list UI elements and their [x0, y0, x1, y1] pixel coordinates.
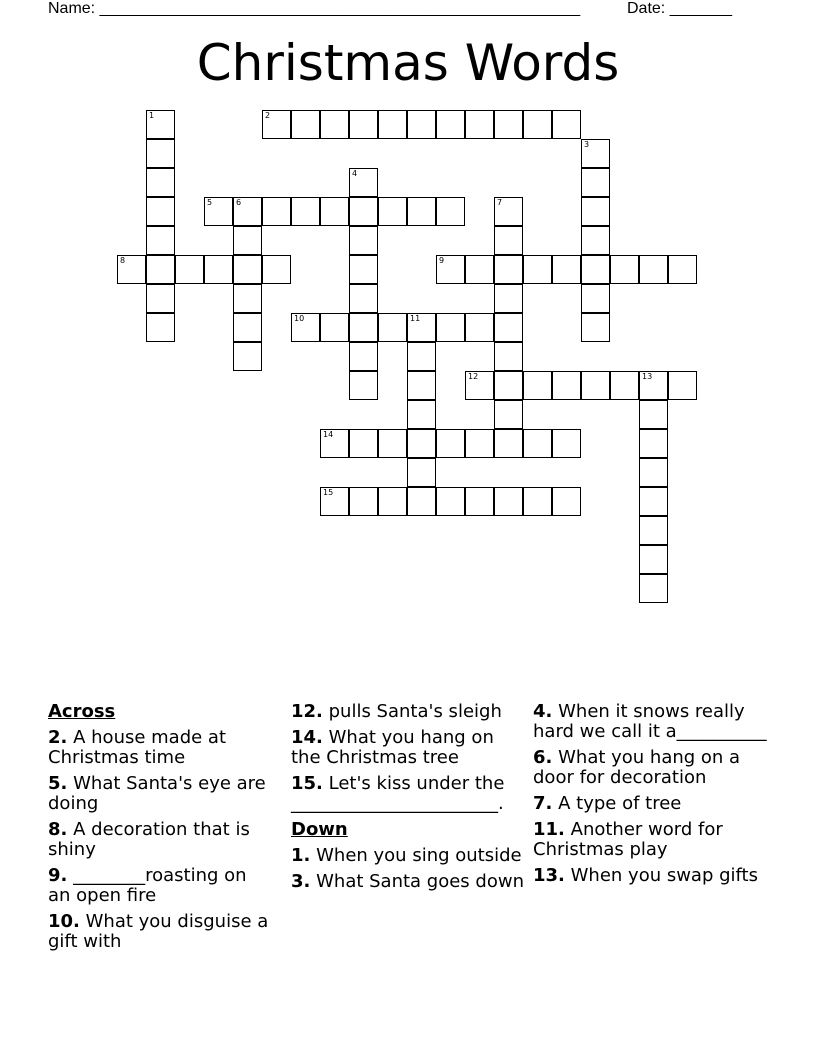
clue-down-6: 6. What you hang on a door for decoration	[533, 747, 741, 788]
grid-cell[interactable]	[639, 400, 668, 429]
grid-cell[interactable]	[436, 429, 465, 458]
grid-cell[interactable]	[233, 197, 262, 226]
grid-cell[interactable]	[204, 255, 233, 284]
clue-down-7: 7. A type of tree	[533, 793, 682, 814]
grid-cell[interactable]	[581, 313, 610, 342]
grid-cell[interactable]	[407, 313, 436, 342]
clue-number: 7	[497, 198, 503, 207]
grid-cell[interactable]	[436, 110, 465, 139]
grid-cell[interactable]	[262, 197, 291, 226]
grid-cell[interactable]	[146, 110, 175, 139]
clue-number: 4	[352, 169, 358, 178]
grid-cell[interactable]	[349, 284, 378, 313]
grid-cell[interactable]	[610, 371, 639, 400]
grid-cell[interactable]	[523, 110, 552, 139]
grid-cell[interactable]	[146, 284, 175, 313]
grid-cell[interactable]	[552, 429, 581, 458]
grid-cell[interactable]	[146, 168, 175, 197]
grid-cell[interactable]	[465, 429, 494, 458]
grid-cell[interactable]	[552, 255, 581, 284]
clue-number: 9	[439, 256, 445, 265]
clue-down-11: 11. Another word for Christmas play	[533, 819, 723, 860]
grid-cell[interactable]	[639, 255, 668, 284]
grid-cell[interactable]	[407, 487, 436, 516]
grid-cell[interactable]	[523, 255, 552, 284]
grid-cell[interactable]	[407, 429, 436, 458]
grid-cell[interactable]	[436, 255, 465, 284]
grid-cell[interactable]	[291, 110, 320, 139]
grid-cell[interactable]	[523, 371, 552, 400]
grid-cell[interactable]	[320, 110, 349, 139]
grid-cell[interactable]	[349, 110, 378, 139]
clue-across-9: 9. ________roasting on an open fire	[48, 865, 247, 906]
grid-cell[interactable]	[146, 139, 175, 168]
grid-cell[interactable]	[494, 226, 523, 255]
grid-cell[interactable]	[262, 255, 291, 284]
grid-cell[interactable]	[465, 313, 494, 342]
grid-cell[interactable]	[465, 110, 494, 139]
grid-cell[interactable]	[494, 400, 523, 429]
grid-cell[interactable]	[407, 110, 436, 139]
grid-cell[interactable]	[581, 255, 610, 284]
grid-cell[interactable]	[581, 226, 610, 255]
grid-cell[interactable]	[204, 197, 233, 226]
clue-number: 3	[584, 140, 590, 149]
grid-cell[interactable]	[378, 487, 407, 516]
grid-cell[interactable]	[146, 226, 175, 255]
grid-cell[interactable]	[349, 197, 378, 226]
grid-cell[interactable]	[320, 313, 349, 342]
clue-number: 14	[323, 430, 334, 439]
grid-cell[interactable]	[407, 197, 436, 226]
clue-number: 15	[323, 488, 334, 497]
grid-cell[interactable]	[378, 110, 407, 139]
grid-cell[interactable]	[668, 371, 697, 400]
grid-cell[interactable]	[639, 574, 668, 603]
clue-across-12: 12. pulls Santa's sleigh	[291, 701, 502, 722]
grid-cell[interactable]	[494, 110, 523, 139]
grid-cell[interactable]	[552, 487, 581, 516]
grid-cell[interactable]	[320, 197, 349, 226]
grid-cell[interactable]	[407, 400, 436, 429]
grid-cell[interactable]	[320, 429, 349, 458]
clue-number: 1	[149, 111, 155, 120]
grid-cell[interactable]	[581, 139, 610, 168]
clue-number: 5	[207, 198, 213, 207]
grid-cell[interactable]	[465, 487, 494, 516]
clue-number: 10	[294, 314, 305, 323]
grid-cell[interactable]	[581, 284, 610, 313]
clue-number: 11	[410, 314, 421, 323]
grid-cell[interactable]	[523, 487, 552, 516]
date-line[interactable]: Date: _______	[627, 0, 732, 17]
grid-cell[interactable]	[349, 255, 378, 284]
grid-cell[interactable]	[552, 110, 581, 139]
grid-cell[interactable]	[465, 255, 494, 284]
grid-cell[interactable]	[291, 313, 320, 342]
clue-number: 6	[236, 198, 242, 207]
grid-cell[interactable]	[494, 255, 523, 284]
grid-cell[interactable]	[233, 313, 262, 342]
grid-cell[interactable]	[378, 197, 407, 226]
grid-cell[interactable]	[436, 487, 465, 516]
grid-cell[interactable]	[639, 371, 668, 400]
grid-cell[interactable]	[175, 255, 204, 284]
clues-column-1	[48, 702, 273, 958]
clue-number: 2	[265, 111, 271, 120]
grid-cell[interactable]	[233, 226, 262, 255]
grid-cell[interactable]	[494, 284, 523, 313]
grid-cell[interactable]	[494, 429, 523, 458]
grid-cell[interactable]	[610, 255, 639, 284]
grid-cell[interactable]	[581, 197, 610, 226]
grid-cell[interactable]	[523, 429, 552, 458]
grid-cell[interactable]	[581, 371, 610, 400]
grid-cell[interactable]	[639, 516, 668, 545]
across-heading: Across	[48, 701, 116, 722]
grid-cell[interactable]	[378, 313, 407, 342]
clues-column-3	[533, 702, 768, 892]
grid-cell[interactable]	[494, 371, 523, 400]
clue-number: 8	[120, 256, 126, 265]
clue-down-3: 3. What Santa goes down	[291, 871, 524, 892]
grid-cell[interactable]	[233, 284, 262, 313]
clues-column-2	[291, 702, 526, 898]
name-line[interactable]: Name: ______________________________________________________	[48, 0, 581, 17]
grid-cell[interactable]	[320, 487, 349, 516]
grid-cell[interactable]	[233, 255, 262, 284]
grid-cell[interactable]	[494, 342, 523, 371]
clue-across-10: 10. What you disguise a gift with	[48, 911, 269, 952]
grid-cell[interactable]	[349, 342, 378, 371]
grid-cell[interactable]	[349, 429, 378, 458]
grid-cell[interactable]	[639, 458, 668, 487]
grid-cell[interactable]	[639, 487, 668, 516]
grid-cell[interactable]	[494, 487, 523, 516]
grid-cell[interactable]	[262, 110, 291, 139]
grid-cell[interactable]	[407, 342, 436, 371]
grid-cell[interactable]	[146, 255, 175, 284]
grid-cell[interactable]	[552, 371, 581, 400]
clue-across-15: 15. Let's kiss under the _______________________.	[291, 773, 505, 814]
clue-number: 12	[468, 372, 479, 381]
grid-cell[interactable]	[494, 197, 523, 226]
clue-across-2: 2. A house made at Christmas time	[48, 727, 227, 768]
grid-cell[interactable]	[639, 545, 668, 574]
grid-cell[interactable]	[349, 487, 378, 516]
clue-across-14: 14. What you hang on the Christmas tree	[291, 727, 494, 768]
grid-cell[interactable]	[146, 313, 175, 342]
grid-cell[interactable]	[465, 371, 494, 400]
grid-cell[interactable]	[291, 197, 320, 226]
clue-across-8: 8. A decoration that is shiny	[48, 819, 250, 860]
clue-number: 13	[642, 372, 653, 381]
grid-cell[interactable]	[349, 371, 378, 400]
grid-cell[interactable]	[349, 226, 378, 255]
grid-cell[interactable]	[668, 255, 697, 284]
grid-cell[interactable]	[639, 429, 668, 458]
grid-cell[interactable]	[349, 168, 378, 197]
clue-down-1: 1. When you sing outside	[291, 845, 522, 866]
grid-cell[interactable]	[117, 255, 146, 284]
clue-down-13: 13. When you swap gifts	[533, 865, 758, 886]
grid-cell[interactable]	[436, 313, 465, 342]
clue-down-4: 4. When it snows really hard we call it a__________	[533, 701, 767, 742]
grid-cell[interactable]	[407, 458, 436, 487]
clue-across-5: 5. What Santa's eye are doing	[48, 773, 266, 814]
grid-cell[interactable]	[349, 313, 378, 342]
grid-cell[interactable]	[581, 168, 610, 197]
page-title: Christmas Words	[196, 34, 620, 92]
grid-cell[interactable]	[494, 313, 523, 342]
grid-cell[interactable]	[233, 342, 262, 371]
grid-cell[interactable]	[436, 197, 465, 226]
grid-cell[interactable]	[407, 371, 436, 400]
grid-cell[interactable]	[378, 429, 407, 458]
grid-cell[interactable]	[146, 197, 175, 226]
down-heading: Down	[291, 819, 348, 840]
